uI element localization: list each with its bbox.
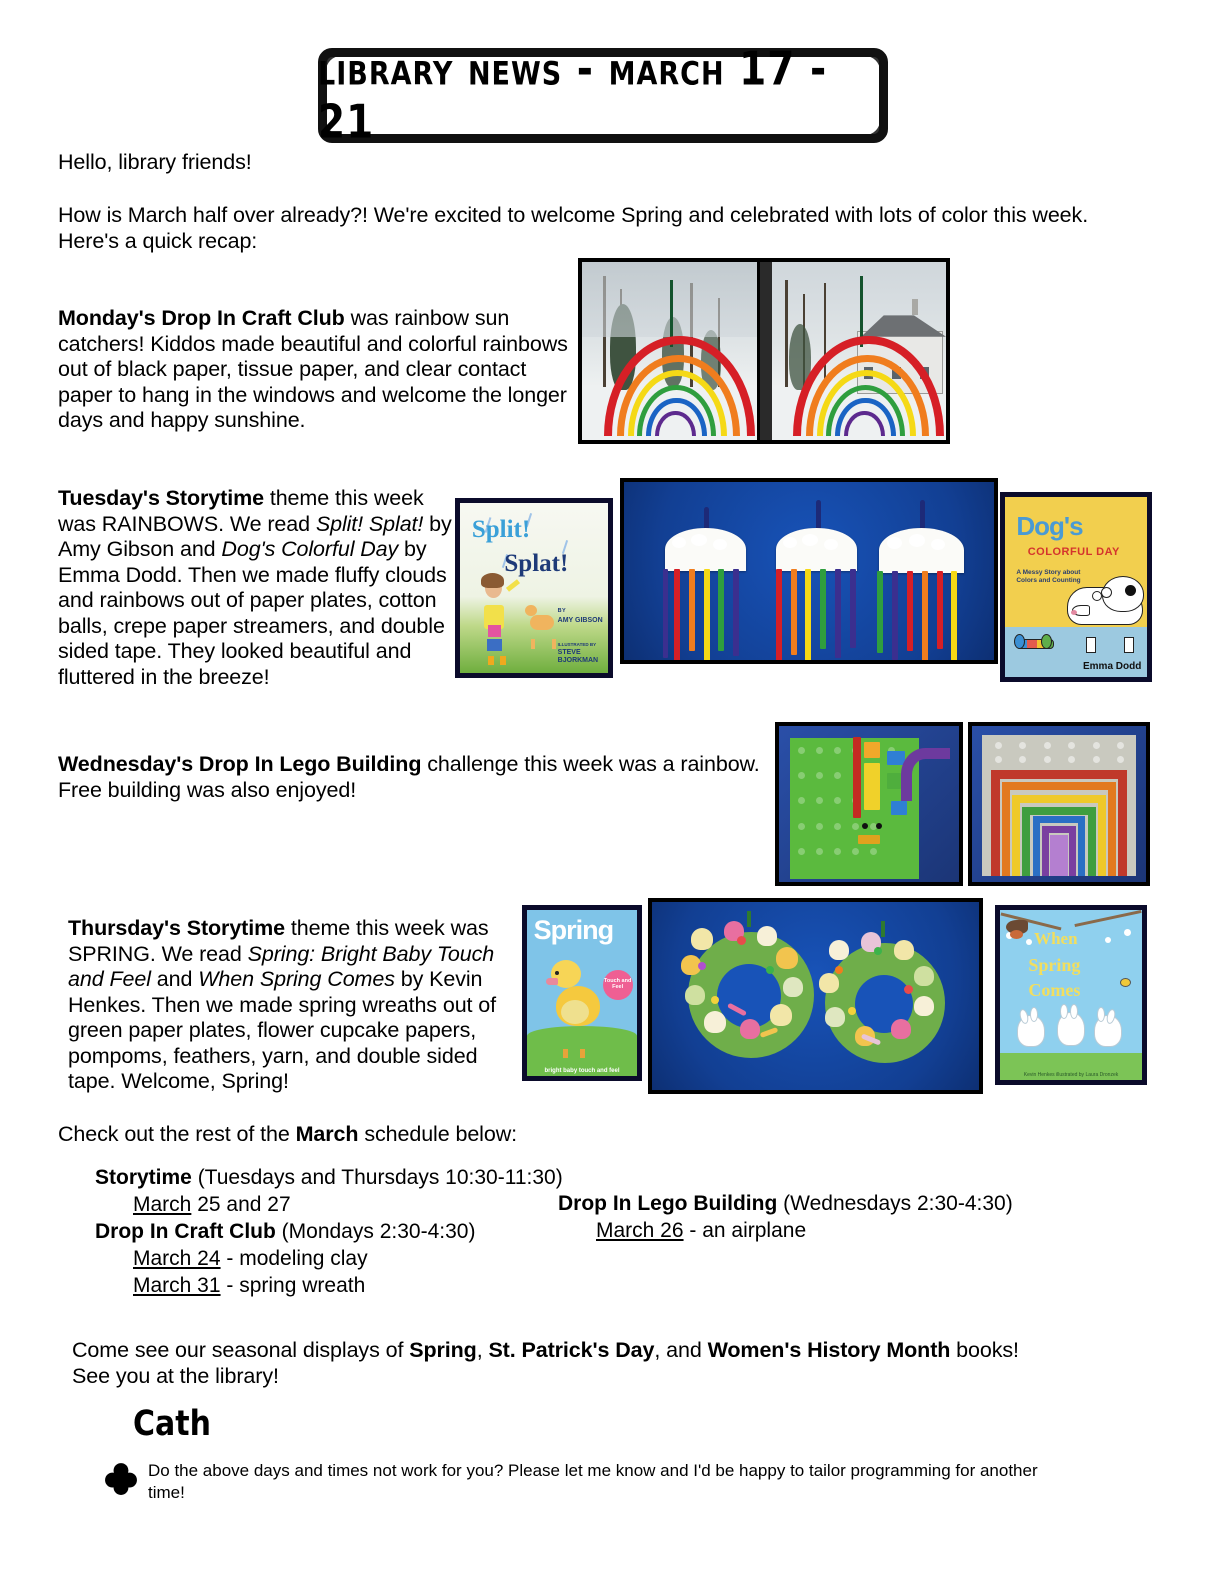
closing-post: books!: [950, 1338, 1019, 1362]
monday-body: was rainbow sun catchers! Kiddos made beautiful and colorful rainbows out of black paper, tissue paper, and clear contact paper to hang in the windows and welcome the longer days and happy sunshine.: [58, 306, 568, 432]
split-title-line-2: Splat!: [504, 549, 569, 577]
photo-cloud-rainbow-craft: [620, 478, 998, 664]
schedule-program: [558, 1190, 1028, 1244]
schedule-program: [95, 1164, 565, 1218]
checkout-post: schedule below:: [358, 1122, 518, 1146]
wednesday-body: challenge this week was a rainbow. Free building was also enjoyed!: [58, 752, 760, 802]
date-underlined: March 31: [133, 1274, 221, 1297]
photo-spring-wreaths: [648, 898, 983, 1094]
closing-display-1: Spring: [409, 1338, 477, 1362]
split-title-line-1: Split!: [471, 515, 531, 543]
closing-line-2: See you at the library!: [72, 1363, 279, 1388]
footnote-text: Do the above days and times not work for you? Please let me know and I'd be happy to tailor programming for another time!: [148, 1461, 1038, 1502]
greeting-text: Hello, library friends!: [58, 150, 252, 174]
page-title: library news - march 17 - 21: [318, 42, 828, 149]
date-rest: - an airplane: [683, 1219, 807, 1242]
dog-title-line-2: COLORFUL DAY: [1027, 546, 1120, 559]
closing-display-3: Women's History Month: [707, 1338, 951, 1362]
when-title-line-2: Spring: [1028, 954, 1081, 975]
when-credit: Kevin Henkes illustrated by Laura Dronzek: [1023, 1072, 1119, 1079]
closing-sep-2: , and: [654, 1338, 708, 1362]
closing-sep-1: ,: [476, 1338, 489, 1362]
thursday-lead-in: Thursday's Storytime: [68, 916, 285, 940]
program-detail: (Mondays 2:30-4:30): [275, 1220, 476, 1243]
dog-subtitle: A Messy Story about Colors and Counting: [1016, 569, 1081, 584]
tuesday-body-3: by Emma Dodd. Then we made fluffy clouds and rainbows out of paper plates, cotton balls, crepe paper streamers, and double sided tape. They looked beautiful and fluttered in the breeze!: [58, 537, 447, 689]
page-title-banner: [318, 42, 888, 149]
checkout-month: March: [295, 1122, 359, 1146]
program-date: [133, 1191, 565, 1218]
tuesday-lead-in: Tuesday's Storytime: [58, 486, 264, 510]
wednesday-lead-in: Wednesday's Drop In Lego Building: [58, 752, 422, 776]
date-rest: - modeling clay: [220, 1247, 368, 1270]
book-cover-dogs-colorful-day: [1000, 492, 1152, 682]
program-date: [133, 1245, 565, 1272]
signature: Cath: [133, 1404, 211, 1445]
photo-lego-free-build: [775, 722, 963, 886]
tuesday-book-title-1: Split! Splat!: [315, 511, 424, 536]
intro-paragraph: How is March half over already?! We're excited to welcome Spring and celebrated with lots of color this week. Here's a quick recap:: [58, 203, 1089, 253]
date-rest: 25 and 27: [191, 1193, 291, 1216]
closing-paragraph: [72, 1338, 1072, 1389]
program-date: [133, 1272, 565, 1299]
tuesday-body-2: by Amy Gibson and: [58, 511, 452, 561]
schedule-program: [95, 1218, 565, 1299]
tuesday-paragraph: [58, 486, 458, 690]
thursday-book-title-1: Spring: Bright Baby Touch and Feel: [68, 941, 495, 991]
program-name: Drop In Lego Building: [558, 1192, 778, 1215]
photo-lego-rainbow-build: [968, 722, 1150, 886]
date-underlined: March 24: [133, 1247, 221, 1270]
closing-display-2: St. Patrick's Day: [488, 1338, 655, 1362]
photo-suncatchers: [578, 258, 950, 444]
thursday-book-title-2: When Spring Comes: [198, 967, 395, 991]
closing-pre: Come see our seasonal displays of: [72, 1338, 410, 1362]
date-rest: - spring wreath: [220, 1274, 366, 1297]
schedule-intro-line: [58, 1122, 658, 1148]
photo-cloud-inner: [624, 482, 994, 660]
program-detail: (Wednesdays 2:30-4:30): [777, 1192, 1013, 1215]
photo-suncatchers-inner: [582, 262, 946, 440]
thursday-body-3: by Kevin Henkes. Then we made spring wreaths out of green paper plates, flower cupcake papers, pompoms, feathers, yarn, and double sided tape. Welcome, Spring!: [68, 967, 497, 1093]
program-detail: (Tuesdays and Thursdays 10:30-11:30): [191, 1166, 563, 1189]
split-illustrator-label: ILLUSTRATED BY: [557, 642, 597, 648]
split-author: AMY GIBSON: [557, 616, 603, 624]
clover-bullet-icon: [104, 1462, 138, 1496]
program-name: Drop In Craft Club: [95, 1220, 276, 1243]
spring-title: Spring: [533, 914, 614, 945]
when-title-line-1: When: [1034, 929, 1078, 949]
spring-footer: bright baby touch and feel: [544, 1068, 620, 1075]
program-name: Storytime: [95, 1166, 192, 1189]
tuesday-body-1: theme this week was RAINBOWS. We read: [58, 486, 424, 536]
when-title-line-3: Comes: [1028, 980, 1081, 1001]
monday-lead-in: Monday's Drop In Craft Club: [58, 306, 345, 330]
split-author-label: BY: [557, 608, 567, 615]
book-cover-spring-touch-and-feel: [522, 905, 642, 1081]
schedule-column-left: [95, 1164, 565, 1299]
date-underlined: March 26: [596, 1219, 684, 1242]
book-cover-split-splat: [455, 498, 613, 678]
wednesday-paragraph: [58, 752, 788, 803]
thursday-body-2: and: [150, 967, 199, 991]
program-date: [596, 1217, 1028, 1244]
tuesday-book-title-2: Dog's Colorful Day: [221, 537, 399, 561]
photo-wreath-inner: [652, 902, 979, 1090]
photo-lego1-inner: [779, 726, 959, 882]
dog-author: Emma Dodd: [1082, 660, 1142, 672]
photo-lego2-inner: [972, 726, 1146, 882]
thursday-body-1: theme this week was SPRING. We read: [68, 916, 489, 966]
split-illustrator: STEVE BJORKMAN: [557, 649, 599, 665]
dog-title-line-1: Dog's: [1016, 511, 1083, 542]
book-cover-when-spring-comes: [995, 905, 1147, 1085]
checkout-pre: Check out the rest of the: [58, 1122, 296, 1146]
date-underlined: March: [133, 1193, 192, 1216]
schedule-column-right: [558, 1190, 1028, 1244]
monday-paragraph: [58, 306, 578, 434]
thursday-paragraph: [68, 916, 528, 1095]
spring-badge: Touch and Feel: [603, 978, 632, 991]
